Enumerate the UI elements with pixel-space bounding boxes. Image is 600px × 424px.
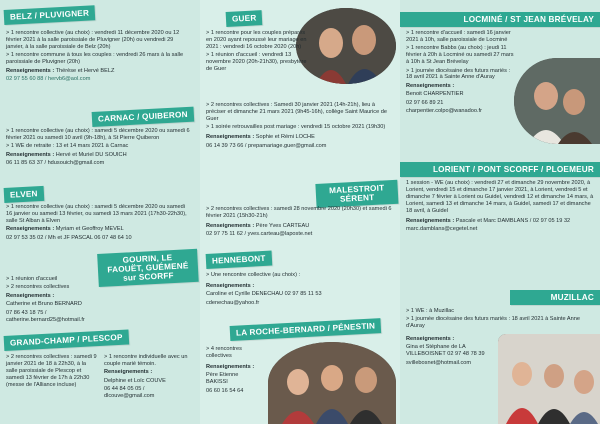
belz-info-label: Renseignements : (6, 67, 55, 74)
locmine-info: Benoit CHARPENTIER (406, 91, 464, 98)
section-body-hennebont (206, 272, 394, 308)
guer-line-1: > 1 rencontre pour les couples préparés en 2020 ayant repoussé leur mariage en 2021 : vendredi 16 octobre 2020 (20h) (206, 30, 307, 50)
locmine-info-label: Renseignements : (406, 82, 455, 89)
section-body-elven (6, 204, 192, 243)
couple-photo-guer (296, 8, 396, 84)
malestroit-line-1: > 2 rencontres collectives : samedi 28 novembre 2020 (20h30) et samedi 6 février 2021 (15h30-21h) (206, 206, 392, 219)
muzillac-line-2: > 1 journée diocésaine des futurs mariés : 18 avril 2021 à Sainte Anne d'Auray (406, 316, 580, 330)
locmine-email: charpentier.colpo@wanadoo.fr (406, 108, 482, 115)
section-title-malestroit: MALESTROIT SÉRENT (315, 180, 398, 208)
group-photo-larochebernard (268, 342, 396, 424)
section-title-gourin: GOURIN, LE FAOUËT, GUÉMENÉ sur SCORFF (97, 249, 199, 287)
larochebernard-line-1: > 4 rencontres collectives (206, 346, 242, 359)
guer-contact: 06 14 39 73 66 / prepamariage.guer@gmail.com (206, 142, 327, 149)
guer-line-2: > 1 réunion d'accueil : vendredi 13 novembre 2020 (20h-21h30), presbytère de Guer (206, 52, 307, 73)
malestroit-info-label: Renseignements : (206, 222, 255, 229)
grandchamp-line-2: > 1 rencontre individuelle avec un couple marié témoin. (104, 354, 188, 367)
muzillac-line-1: > 1 WE : à Muzillac (406, 308, 455, 314)
section-body-gourin (6, 276, 116, 325)
elven-info: Myriam et Geoffroy MEVEL (55, 226, 124, 233)
belz-line-1: > 1 rencontre collective (au choix) : vendredi 11 décembre 2020 ou 12 février 2021 à la salle paroissiale de Pluvigner (20h) ou vendredi 29 janvier, à la salle paroissiale de Belz (20h) (6, 30, 180, 50)
locmine-line-1: > 1 rencontre d'accueil : samedi 16 janvier 2021 à 10h, salle paroissiale de Locminé (406, 30, 511, 43)
guer-line-4: > 1 soirée retrouvailles post mariage : vendredi 15 octobre 2021 (19h30) (206, 124, 386, 131)
muzillac-info: Gina et Stéphane de LA VILLEBOISNET 02 97 48 78 39 (406, 344, 485, 358)
lorient-info-label: Renseignements : (406, 217, 455, 224)
gourin-line-2: > 2 rencontres collectives (6, 284, 70, 291)
guer-line-3: > 2 rencontres collectives : Samedi 30 janvier 2021 (14h-21h), lieu à préciser et dimanche 21 mars 2021 (9h45-16h), collège Saint Maurice de Guer (206, 102, 387, 122)
panel-left (0, 0, 200, 424)
section-title-hennebont: HENNEBONT (206, 251, 272, 269)
grandchamp-info-label: Renseignements : (104, 369, 153, 376)
lorient-contact: marc.damblans@cegetel.net (406, 225, 478, 232)
section-title-locmine: LOCMINÉ / ST JEAN BRÉVELAY (400, 12, 600, 27)
hennebont-contact: cdenechau@yahoo.fr (206, 299, 260, 306)
hennebont-line-1: > Une rencontre collective (au choix) : (206, 272, 301, 278)
lorient-line-1: 1 session - WE (au choix) : vendredi 27 et dimanche 29 novembre 2020, à Lorient, vendredi 15 et dimanche 17 janvier 2021, à Lorient, vendredi 5 et dimanche 7 février à Lorient ou Guidel, vendredi 12 et dimanche 14 mars, à Lorient, samedi 13 et dimanche 14 mars, à Guidel, samedi 17 et dimanche 18 avril, à Guidel (406, 180, 594, 214)
lorient-info: Pascale et Marc DAMBLANS / 02 97 05 19 32 (455, 217, 571, 224)
carnac-line-1: > 1 rencontre collective (au choix) : samedi 5 décembre 2020 ou samedi 6 février 2021 ou samedi 10 avril (9h-18h), à St Pierre Quiberon (6, 128, 190, 141)
panel-right (400, 0, 600, 424)
section-body-larochebernard (206, 346, 260, 396)
grandchamp-info: Delphine et Loïc COUVE (104, 377, 166, 384)
section-body-guer-top (206, 30, 310, 74)
panel-middle (200, 0, 400, 424)
grandchamp-line-1: > 2 rencontres collectives : samedi 9 janvier 2021 de 18 à 22h30, à la salle paroissiale de Plescop et samedi 13 février de 17h à 22h30 (messe de l'Alliance incluse) (6, 354, 97, 388)
couple-photo-locmine (514, 58, 600, 144)
gourin-info-label: Renseignements : (6, 292, 55, 299)
section-body-muzillac (406, 336, 498, 368)
gourin-contact: 07 86 43 18 75 / catherine.bernard25@hotmail.fr (6, 309, 85, 323)
locmine-line-2: > 1 rencontre Babbs (au choix) : jeudi 11 février à 20h à Locminé ou samedi 27 mars à 10h à St Jean Brévelay (406, 45, 514, 66)
section-title-guer: GUER (226, 10, 263, 27)
carnac-contact: 06 11 85 63 37 / hdusouich@gmail.com (6, 160, 105, 167)
belz-contact: 02 97 55 60 88 / hervb6@aol.com (6, 75, 91, 82)
section-body-carnac (6, 128, 192, 169)
hennebont-info: Caroline et Cyrille DENECHAU 02 97 85 11 53 (206, 291, 322, 298)
section-body-locmine (406, 30, 514, 116)
guer-info-label: Renseignements : (206, 134, 255, 141)
elven-line-1: > 1 rencontre collective (au choix) : samedi 5 décembre 2020 ou samedi 16 janvier ou samedi 13 février, ou samedi 13 mars 2021 (17h30-22h30), salle St Alban à Elven (6, 204, 187, 224)
section-body-muzillac-top (406, 308, 596, 332)
malestroit-contact: 02 97 75 11 62 / yves.carteau@laposte.net (206, 231, 313, 238)
muzillac-info-label: Renseignements : (406, 336, 455, 342)
section-body-guer (206, 102, 394, 151)
section-body-belz (6, 30, 192, 84)
section-body-lorient (406, 180, 596, 234)
guer-info: Sophie et Rémi LOCHE (255, 134, 315, 141)
section-title-grandchamp: GRAND-CHAMP / PLESCOP (4, 329, 129, 351)
section-title-belz: BELZ / PLUVIGNER (4, 5, 96, 25)
section-body-grandchamp-left (6, 354, 98, 390)
muzillac-contact: svillebosnet@hotmail.com (406, 359, 472, 366)
section-title-elven: ELVEN (4, 186, 44, 203)
carnac-line-2: > 1 WE de retraite : 13 et 14 mars 2021 à Carnac (6, 143, 129, 150)
section-title-lorient: LORIENT / PONT SCORFF / PLOEMEUR (400, 162, 600, 177)
section-title-larochebernard: LA ROCHE-BERNARD / PÉNESTIN (230, 318, 382, 341)
locmine-line-3: > 1 journée diocésaine des futurs mariés : 18 avril 2021 à Sainte Anne d'Auray (406, 67, 511, 81)
elven-contact: 02 97 53 35 02 / Mh et JF PASCAL 06 07 48 64 10 (6, 234, 132, 241)
section-body-grandchamp-right (104, 354, 196, 401)
grandchamp-contact: 06 44 84 05 05 / dlcouve@gmail.com (104, 386, 155, 400)
larochebernard-contact: 06 60 16 54 64 (206, 387, 244, 394)
larochebernard-info-label: Renseignements : (206, 363, 255, 370)
section-title-muzillac: MUZILLAC (510, 290, 600, 305)
carnac-info: Hervé et Muriel DU SOUICH (55, 151, 127, 158)
belz-info: Thérèse et Hervé BELZ (55, 67, 115, 74)
gourin-line-1: > 1 réunion d'accueil (6, 276, 58, 282)
locmine-contact: 02 97 66 89 21 (406, 99, 444, 106)
belz-line-2: > 1 rencontre commune à tous les couples : vendredi 26 mars à la salle paroissiale de Pluvigner (20h) (6, 52, 184, 66)
elven-info-label: Renseignements : (6, 226, 55, 233)
larochebernard-info: Père Etienne BAKISSI (206, 372, 239, 386)
gourin-info: Catherine et Bruno BERNARD (6, 301, 82, 308)
hennebont-info-label: Renseignements : (206, 282, 255, 289)
malestroit-info: Père Yves CARTEAU (255, 222, 310, 229)
group-photo-muzillac (498, 334, 600, 424)
section-title-carnac: CARNAC / QUIBERON (92, 107, 194, 127)
section-body-malestroit (206, 206, 394, 240)
carnac-info-label: Renseignements : (6, 151, 55, 158)
